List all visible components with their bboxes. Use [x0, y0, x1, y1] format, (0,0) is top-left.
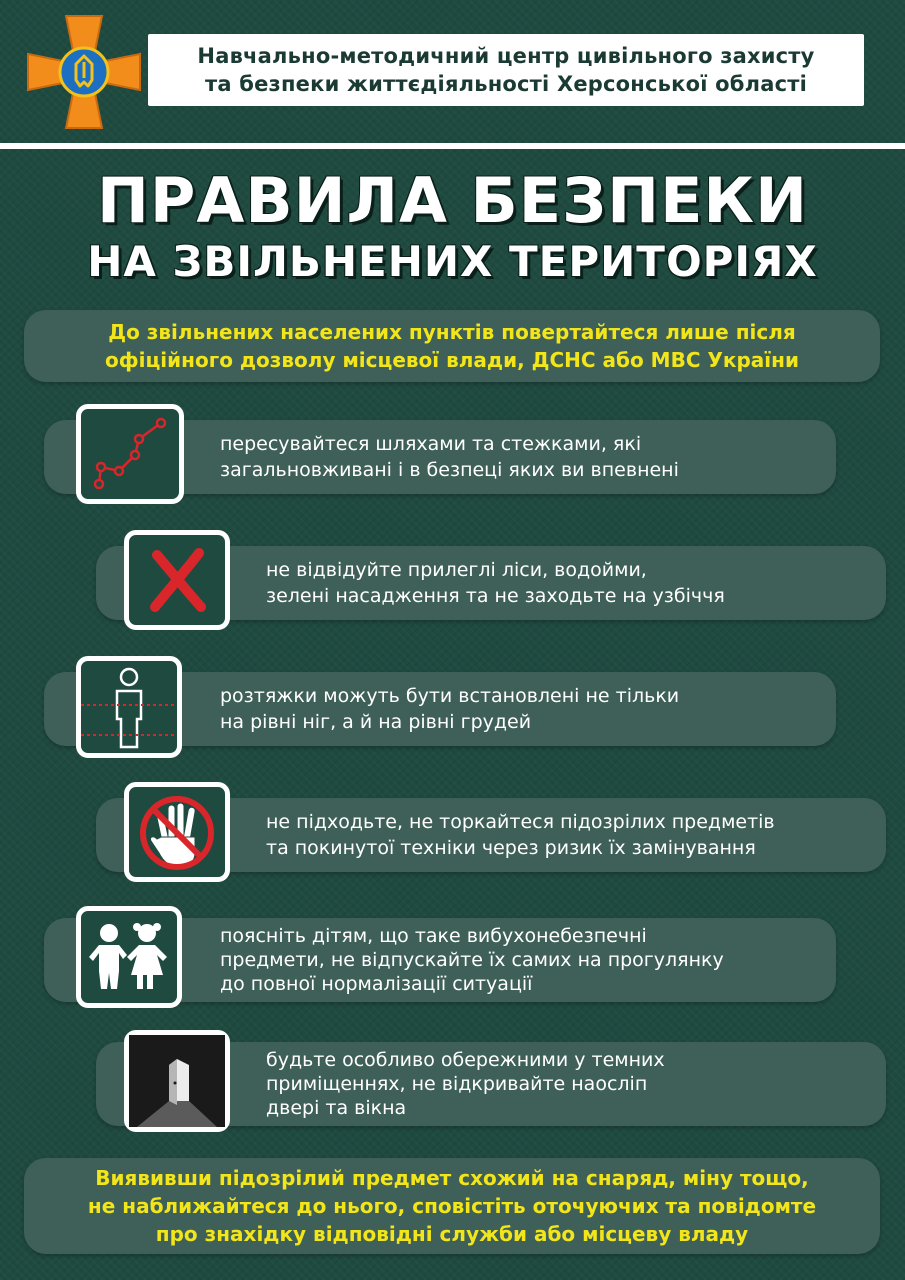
rule-2-line-1: не відвідуйте прилеглі ліси, водойми, [266, 559, 647, 581]
footer-line-1: Виявивши підозрілий предмет схожий на снаряд, міну тощо, [95, 1166, 809, 1190]
org-line-1: Навчально-методичний центр цивільного захисту [197, 44, 815, 68]
rule-1-line-2: загальновживані і в безпеці яких ви впевнені [220, 459, 679, 481]
rule-4-line-2: та покинутої техніки через ризик їх замінування [266, 837, 756, 859]
no-touch-hand-icon [124, 782, 230, 882]
intro-panel [24, 310, 880, 382]
dark-door-icon [124, 1030, 230, 1132]
person-tripwire-icon [76, 656, 182, 758]
page-title: ПРАВИЛА БЕЗПЕКИ [97, 164, 808, 237]
intro-line-2: офіційного дозволу місцевої влади, ДСНС або МВС України [105, 348, 799, 372]
footer-line-3: про знахідку відповідні служби або місцеву владу [155, 1222, 749, 1246]
rule-5-line-2: предмети, не відпускайте їх самих на прогулянку [220, 949, 724, 971]
rule-5-line-3: до повної нормалізації ситуації [220, 973, 533, 995]
rule-5-line-1: поясніть дітям, що таке вибухонебезпечні [220, 925, 647, 947]
rule-1-line-1: пересувайтеся шляхами та стежками, які [220, 433, 642, 455]
dsns-emblem-icon [24, 12, 144, 132]
org-line-2: та безпеки життєдіяльності Херсонської області [205, 72, 807, 96]
footer-panel [24, 1158, 880, 1254]
children-icon [76, 906, 182, 1008]
organization-name [148, 34, 864, 106]
rule-3-line-1: розтяжки можуть бути встановлені не тільки [220, 685, 680, 707]
rule-6-line-2: приміщеннях, не відкривайте наосліп [266, 1073, 648, 1095]
cross-icon [124, 530, 230, 630]
route-icon [76, 404, 184, 504]
header [0, 0, 905, 138]
rule-4-line-1: не підходьте, не торкайтеся підозрілих предметів [266, 811, 775, 833]
rule-3-line-2: на рівні ніг, а й на рівні грудей [220, 711, 532, 733]
rule-6-line-3: двері та вікна [266, 1097, 407, 1119]
header-divider [0, 143, 905, 149]
intro-line-1: До звільнених населених пунктів повертайтеся лише після [108, 320, 796, 344]
rule-6-line-1: будьте особливо обережними у темних [266, 1049, 665, 1071]
page-subtitle: НА ЗВІЛЬНЕНИХ ТЕРИТОРІЯХ [87, 237, 818, 286]
rule-2-line-2: зелені насадження та не заходьте на узбіччя [266, 585, 725, 607]
footer-line-2: не наближайтеся до нього, сповістіть оточуючих та повідомте [87, 1194, 817, 1218]
